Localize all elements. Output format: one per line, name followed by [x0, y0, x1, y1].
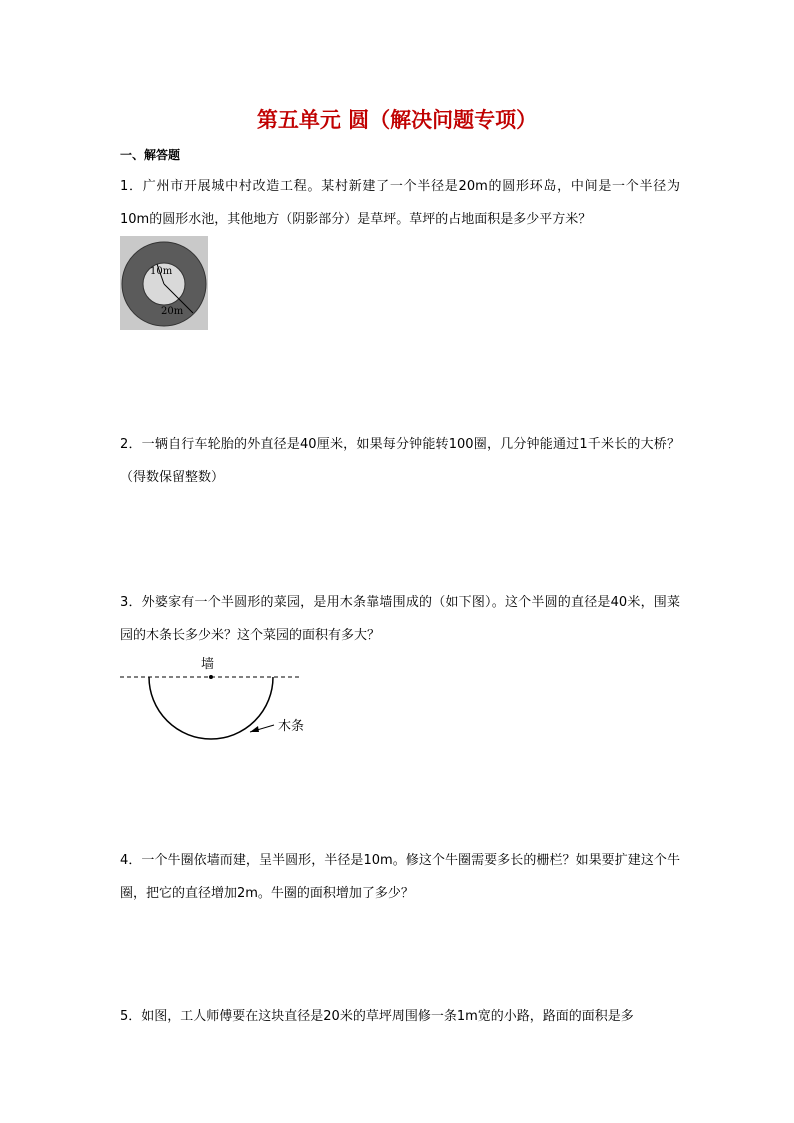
question-number: 4．	[120, 853, 142, 868]
outer-radius-label: 20m	[161, 306, 184, 317]
arrow-head	[250, 726, 259, 732]
question-1	[120, 170, 680, 236]
ring-diagram	[120, 236, 208, 330]
question-text: 一辆自行车轮胎的外直径是40厘米，如果每分钟能转100圈，几分钟能通过1千米长的大桥？（得数保留整数）	[120, 437, 680, 485]
question-number: 3．	[120, 595, 142, 610]
question-number: 5．	[120, 1009, 142, 1024]
question-text: 外婆家有一个半圆形的菜园，是用木条靠墙围成的（如下图）。这个半圆的直径是40米，围菜园的木条长多少米？这个菜园的面积有多大？	[120, 595, 680, 643]
question-number: 1．	[120, 179, 143, 194]
inner-radius-label: 10m	[150, 266, 173, 277]
question-text: 广州市开展城中村改造工程。某村新建了一个半径是20m的圆形环岛，中间是一个半径为10m的圆形水池，其他地方（阴影部分）是草坪。草坪的占地面积是多少平方米？	[120, 179, 680, 227]
page-title: 第五单元 圆（解决问题专项）	[256, 108, 538, 132]
section-heading: 一、解答题	[120, 148, 181, 162]
question-text: 一个牛圈依墙而建，呈半圆形，半径是10m。修这个牛圈需要多长的栅栏？如果要扩建这个牛圈，把它的直径增加2m。牛圈的面积增加了多少？	[120, 853, 680, 901]
question-4	[120, 844, 680, 910]
question-2	[120, 428, 680, 494]
wall-label: 墙	[201, 657, 215, 672]
ring-figure	[120, 236, 208, 334]
center-dot	[209, 675, 213, 679]
question-5	[120, 1000, 680, 1033]
wood-label: 木条	[278, 719, 305, 734]
question-number: 2．	[120, 437, 142, 452]
question-text: 如图，工人师傅要在这块直径是20米的草坪周围修一条1m宽的小路，路面的面积是多	[141, 1009, 634, 1024]
semicircle-diagram	[118, 653, 318, 745]
question-3	[120, 586, 680, 652]
semicircle-figure	[118, 653, 318, 749]
